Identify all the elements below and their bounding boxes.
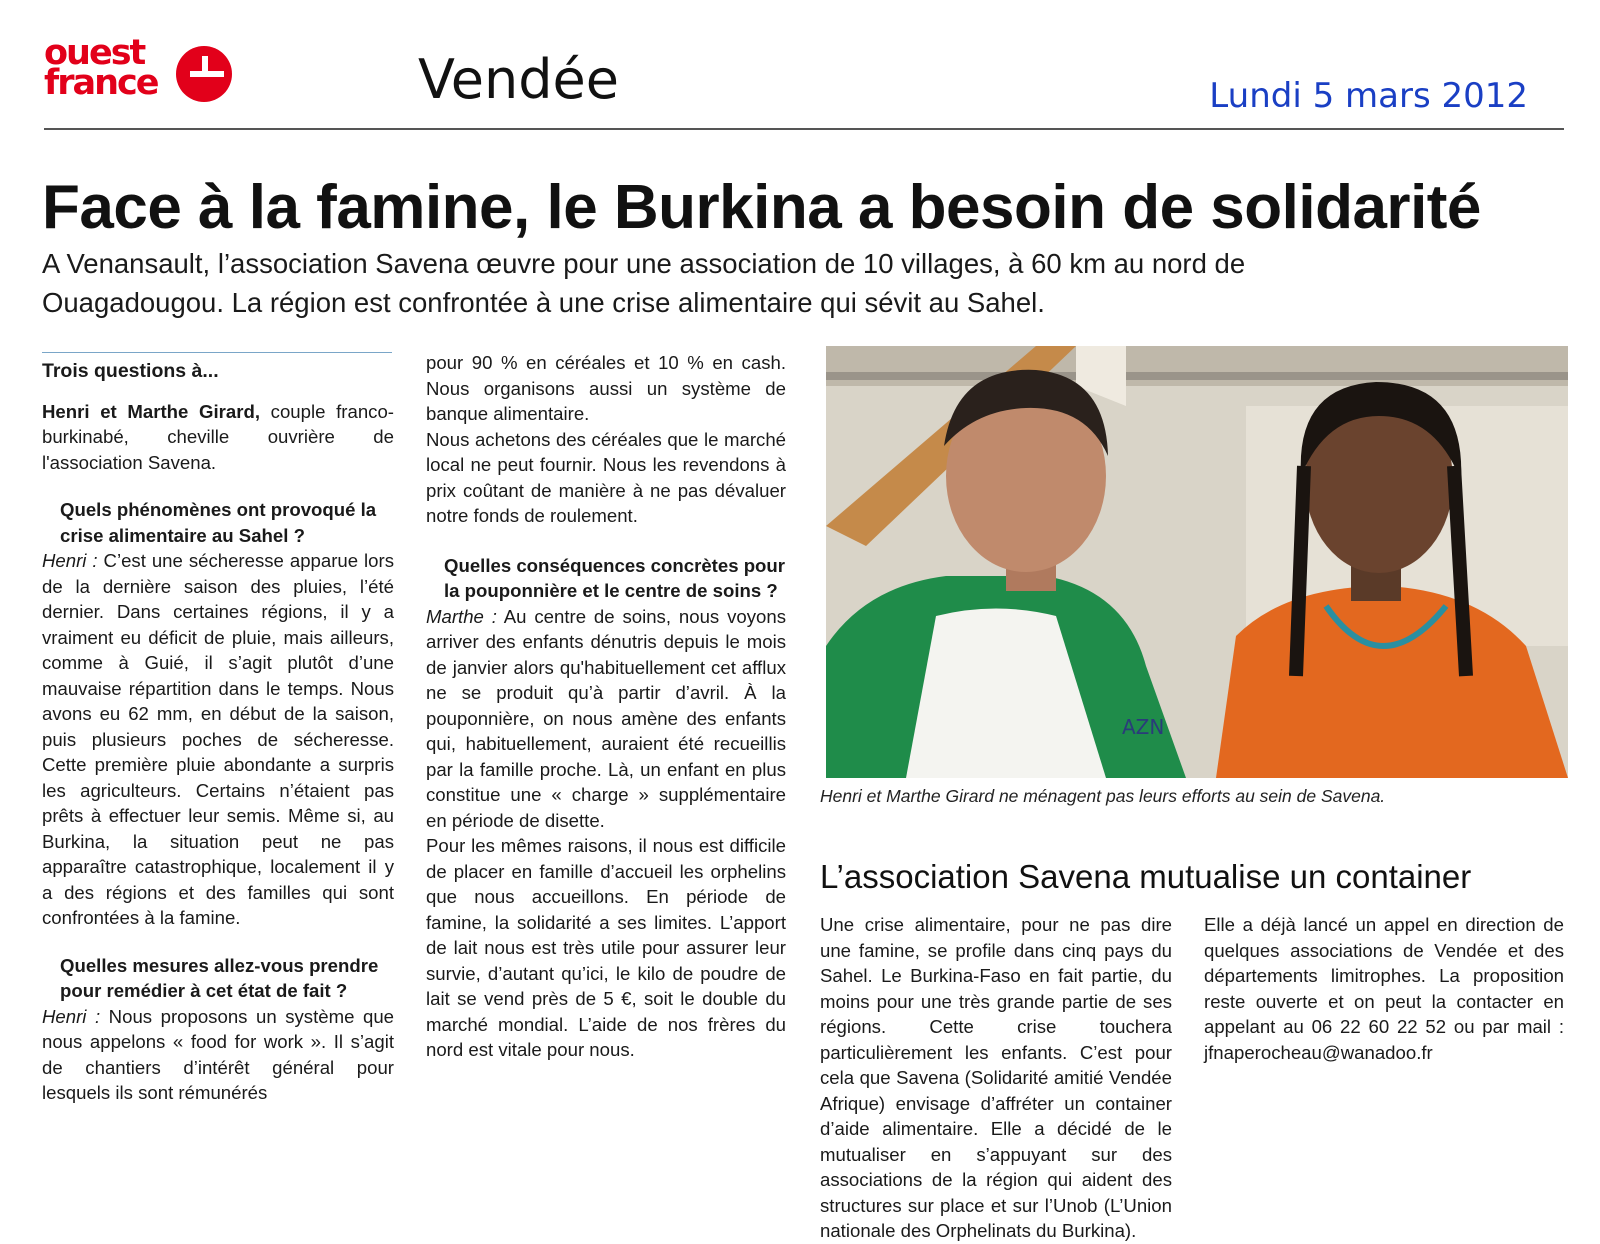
intro-names: Henri et Marthe Girard, <box>42 400 260 422</box>
intro-text: couple franco-burkinabé, cheville ouvrière de l'association Savena. <box>42 400 394 473</box>
question-1: Quels phénomènes ont provoqué la crise alimentaire au Sahel ? <box>60 499 377 546</box>
photo-caption: Henri et Marthe Girard ne ménagent pas leurs efforts au sein de Savena. <box>820 786 1386 806</box>
question-3: Quelles conséquences concrètes pour la pouponnière et le centre de soins ? <box>444 554 786 601</box>
publication-date: Lundi 5 mars 2012 <box>1209 76 1528 116</box>
article-2-column-1 <box>820 912 1172 1241</box>
answer-3 <box>426 604 786 834</box>
article-2-title: L’association Savena mutualise un container <box>820 858 1472 895</box>
shirt-logo-text: AZN <box>1122 715 1165 739</box>
speaker-marthe: Marthe : <box>426 605 497 627</box>
speaker-henri: Henri : <box>42 1005 101 1027</box>
interview-kicker: Trois questions à... <box>42 360 219 382</box>
ouest-france-logo <box>44 33 244 108</box>
answer-2-continued-2: Nous achetons des céréales que le marché local ne peut fournir. Nous les revendons à prix coûtant de manière à ne pas dévaluer notre fonds de roulement. <box>426 428 786 526</box>
answer-2 <box>42 1004 394 1106</box>
logo-line-ouest: ouest <box>44 33 145 73</box>
interview-column-2 <box>426 350 786 1063</box>
headline: Face à la famine, le Burkina a besoin de solidarité <box>42 173 1481 242</box>
interview-column-1 <box>42 352 394 1106</box>
logo-plus-icon <box>176 46 232 102</box>
photo-illustration <box>826 346 1568 778</box>
interview-intro <box>42 399 394 476</box>
header-rule <box>44 128 1564 130</box>
article-2-paragraph-1: Une crise alimentaire, pour ne pas dire une famine, se profile dans cinq pays du Sahel. Le Burkina-Faso en fait partie, du moins pour une très grande partie de ses régions. Cette crise touchera particulièrement les enfants. C’est pour cela que Savena (Solidarité amitié Vendée Afrique) envisage d’affréter un container d’aide alimentaire. Elle a décidé de le mutualiser en s’appuyant sur des associations de la région qui aident des structures sur place et sur l’Unob (L’Union nationale des Orphelinats du Burkina). <box>820 914 1172 1241</box>
answer-3-text: Au centre de soins, nous voyons arriver des enfants dénutris depuis le mois de janvier alors qu'habituellement cet afflux ne se produit qu’à partir d’avril. À la pouponnière, on nous amène des enfants qui, habituellement, auraient été recueillis par la famille proche. Là, un enfant en plus constitue une « charge » supplémentaire en période de disette. <box>426 605 786 831</box>
answer-2-continued: pour 90 % en céréales et 10 % en cash. Nous organisons aussi un système de banque alimentaire. <box>426 352 786 424</box>
speaker-henri: Henri : <box>42 550 98 571</box>
article-2-column-2 <box>1204 912 1564 1065</box>
answer-1-text: C’est une sécheresse apparue lors de la dernière saison des pluies, l’été dernier. Dans certaines régions, il y a vraiment eu déficit de pluie, mais ailleurs, comme à Guié, il s’agit plutôt d’une mauvaise répartition dans le temps. Nous avons eu 62 mm, en début de la saison, puis plusieurs poches de sécheresse. Cette première pluie abondante a surpris les agriculteurs. Certains n’étaient pas prêts à effectuer leur semis. Même si, au Burkina, la situation peut ne pas apparaître catastrophique, localement il y a des régions et des familles qui sont confrontées à la famine. <box>42 550 395 928</box>
answer-3-continued: Pour les mêmes raisons, il nous est difficile de placer en famille d’accueil les orphelins que nous accueillons. En période de famine, la solidarité a ses limites. L’apport de lait nous est très utile pour assurer leur survie, d’autant qu’ici, le kilo de poudre de lait se vend près de 5 €, soit le double du marché mondial. L’aide de nos frères du nord est vitale pour nous. <box>426 835 786 1060</box>
kicker-rule <box>42 352 392 353</box>
logo-line-france: france <box>44 63 158 103</box>
edition-name: Vendée <box>418 48 619 111</box>
answer-2-text: Nous proposons un système que nous appelons « food for work ». Il s’agit de chantiers d’intérêt général pour lesquels ils sont rémunérés <box>42 1005 395 1103</box>
question-2: Quelles mesures allez-vous prendre pour remédier à cet état de fait ? <box>60 954 379 1001</box>
standfirst: A Venansault, l’association Savena œuvre pour une association de 10 villages, à 60 km au nord de Ouagadougou. La région est confrontée à une crise alimentaire qui sévit au Sahel. <box>42 248 1246 318</box>
photo-henri-marthe-girard <box>826 346 1568 778</box>
article-2-paragraph-2: Elle a déjà lancé un appel en direction de quelques associations de Vendée et des départements limitrophes. La proposition reste ouverte et on peut la contacter en appelant au 06 22 60 22 52 ou par mail : jfnaperocheau@wanadoo.fr <box>1204 914 1564 1063</box>
answer-1 <box>42 548 394 931</box>
